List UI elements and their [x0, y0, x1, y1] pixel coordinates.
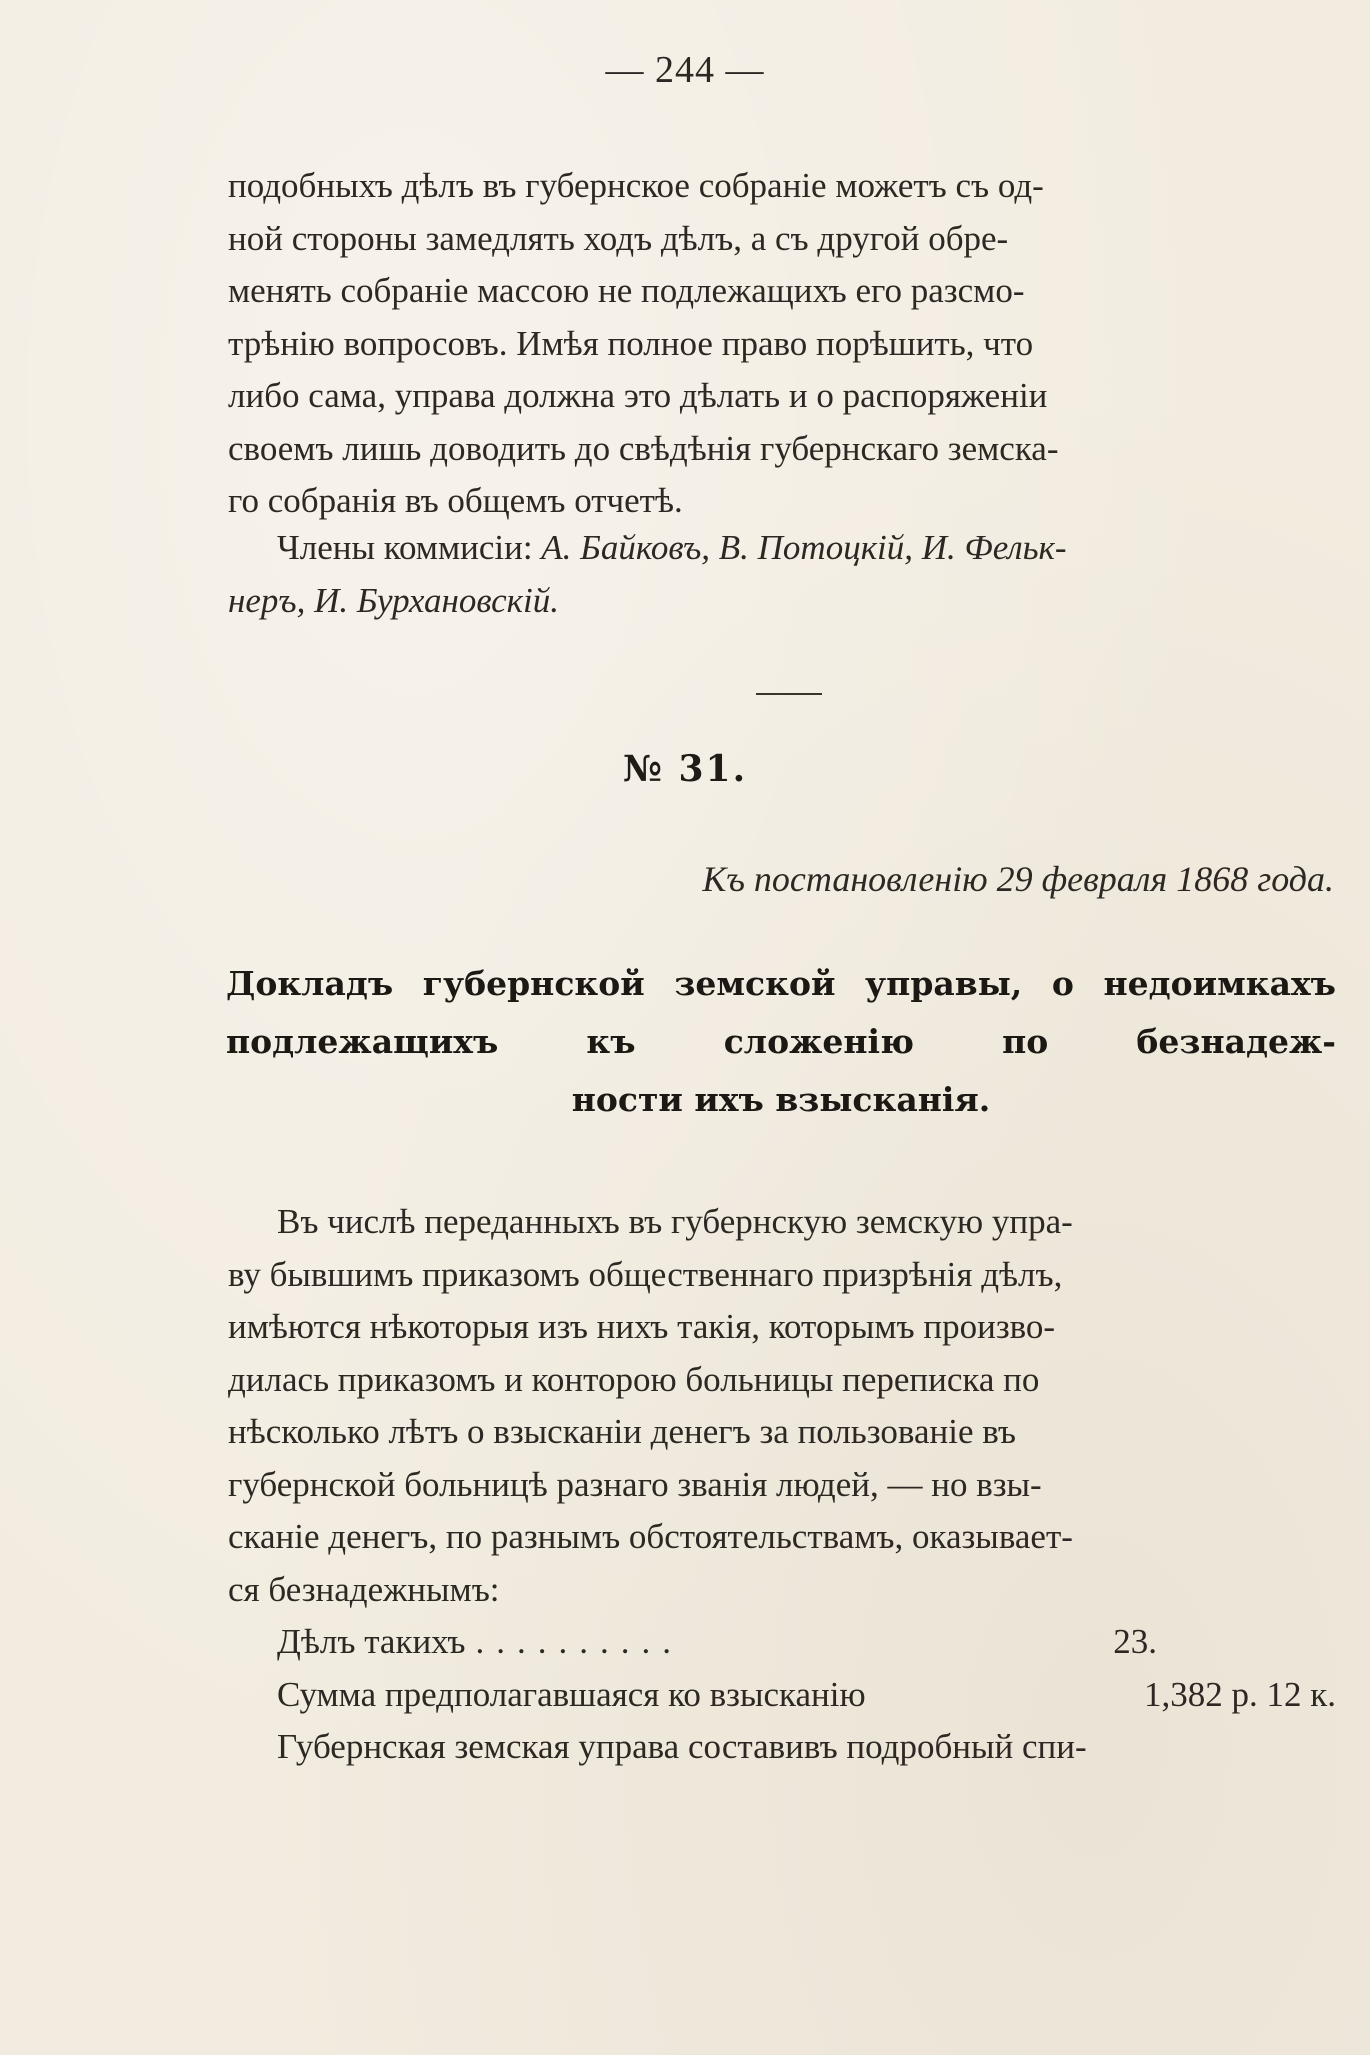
text-line: дилась приказомъ и конторою больницы переписка по	[228, 1359, 1040, 1399]
text-line: Губернская земская управа составивъ подробный спи-	[277, 1727, 1087, 1766]
text-line: подобныхъ дѣлъ въ губернское собраніе можетъ съ од-	[228, 166, 1044, 205]
text-line: имѣются нѣкоторыя изъ нихъ такія, которымъ произво-	[228, 1307, 1056, 1346]
section-divider	[756, 693, 822, 695]
members-names: А. Байковъ, В. Потоцкій, И. Фельк-	[541, 528, 1067, 567]
resolution-reference: Къ постановленію 29 февраля 1868 года.	[702, 859, 1334, 899]
document-number: № 31.	[622, 748, 748, 790]
text-line: Въ числѣ переданныхъ въ губернскую земскую упра-	[277, 1202, 1073, 1241]
heading-line-1: Докладъ губернской земской управы, о недоимкахъ	[226, 964, 1336, 1003]
heading-line-3: ности ихъ взысканія.	[571, 1080, 991, 1119]
intro-paragraph	[228, 160, 1336, 528]
sum-value: 1,382 р. 12 к.	[1143, 1674, 1336, 1714]
text-line: нѣсколько лѣтъ о взысканіи денегъ за пользованіе въ	[228, 1412, 1016, 1451]
members-line-2: неръ, И. Бурхановскій.	[228, 580, 559, 620]
sum-row	[228, 1669, 1336, 1722]
text-line: ной стороны замедлять ходъ дѣлъ, а съ другой обре-	[228, 218, 1009, 258]
commission-members	[228, 522, 1336, 627]
cases-row	[228, 1616, 1157, 1669]
text-line: трѣнію вопросовъ. Имѣя полное право порѣшить, что	[228, 323, 1034, 363]
sum-label: Сумма предполагавшаяся ко взысканію	[277, 1674, 866, 1714]
text-line: сканіе денегъ, по разнымъ обстоятельствамъ, оказывает-	[228, 1517, 1073, 1556]
text-line: го собранія въ общемъ отчетѣ.	[228, 481, 683, 520]
text-line: губернской больницѣ разнаго званія людей, — но взы-	[228, 1464, 1042, 1504]
text-line: ву бывшимъ приказомъ общественнаго призрѣнія дѣлъ,	[228, 1254, 1063, 1294]
heading-line-2: подлежащихъ къ сложенію по безнадеж-	[226, 1022, 1336, 1061]
text-line: менять собраніе массою не подлежащихъ его разсмо-	[228, 271, 1025, 310]
body-paragraph	[228, 1196, 1336, 1774]
text-line: ся безнадежнымъ:	[228, 1569, 500, 1609]
members-line-1	[228, 522, 1336, 575]
page-number: — 244 —	[605, 49, 765, 91]
members-prefix: Члены коммисіи:	[277, 528, 542, 567]
cases-label: Дѣлъ такихъ	[277, 1622, 466, 1661]
text-line: либо сама, управа должна это дѣлать и о распоряженіи	[228, 376, 1048, 415]
cases-dots: ..........	[475, 1622, 683, 1661]
cases-value: 23.	[1113, 1622, 1157, 1661]
text-line: своемъ лишь доводить до свѣдѣнія губернскаго земска-	[228, 428, 1059, 468]
document-heading	[226, 955, 1336, 1129]
